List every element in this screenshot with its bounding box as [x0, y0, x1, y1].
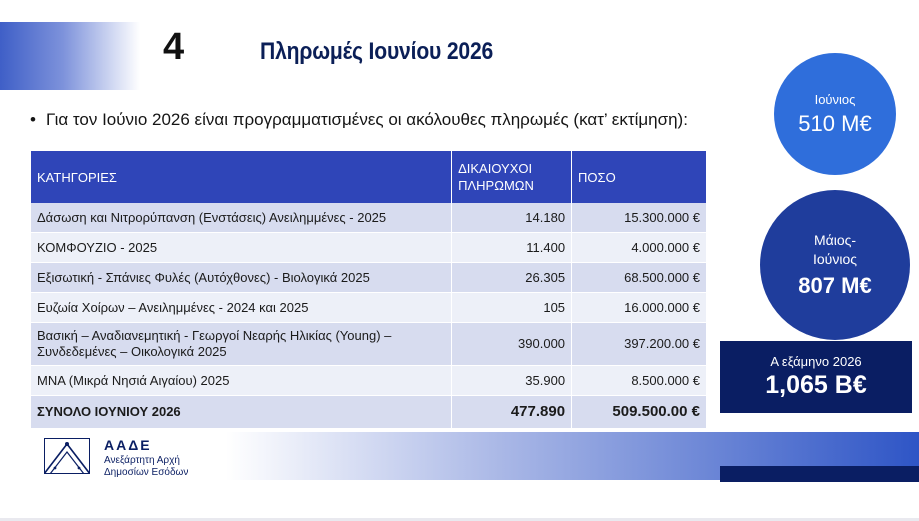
- row-beneficiaries: 14.180: [452, 203, 572, 233]
- table-row: [31, 293, 707, 323]
- row-category-line2: Συνδεδεμένες – Οικολογικά 2025: [37, 344, 227, 359]
- logo-subtitle-line1: Ανεξάρτητη Αρχή: [104, 455, 180, 466]
- may-june-total-circle: [760, 190, 910, 340]
- june-label: Ιούνιος: [814, 91, 856, 107]
- may-june-label-line2: Ιούνιος: [813, 251, 857, 267]
- row-category: Δάσωση και Νιτρορύπανση (Ενστάσεις) Ανειλημμένες - 2025: [31, 203, 452, 233]
- logo-subtitle-line2: Δημοσίων Εσόδων: [104, 467, 189, 478]
- row-beneficiaries: 26.305: [452, 263, 572, 293]
- may-june-label: [813, 231, 857, 269]
- header-category: ΚΑΤΗΓΟΡΙΕΣ: [31, 151, 452, 203]
- aade-logo-icon: [44, 438, 90, 474]
- header-beneficiaries: [452, 151, 572, 203]
- table-row: [31, 203, 707, 233]
- slide-number: 4: [163, 26, 186, 68]
- table-row: [31, 233, 707, 263]
- row-beneficiaries: 11.400: [452, 233, 572, 263]
- row-beneficiaries: 35.900: [452, 366, 572, 396]
- bottom-navy-bar: [720, 466, 919, 482]
- payments-table: [31, 151, 707, 429]
- semester-total-box: [720, 341, 912, 413]
- table-row: [31, 323, 707, 366]
- june-value: 510 Μ€: [798, 110, 872, 136]
- row-beneficiaries: 105: [452, 293, 572, 323]
- logo-name: ΑΑΔΕ: [104, 437, 152, 453]
- top-left-gradient-band: [0, 22, 140, 90]
- header-amount: ΠΟΣΟ: [572, 151, 707, 203]
- row-category: Ευζωία Χοίρων – Ανειλημμένες - 2024 και 2025: [31, 293, 452, 323]
- row-category: Εξισωτική - Σπάνιες Φυλές (Αυτόχθονες) - Βιολογικά 2025: [31, 263, 452, 293]
- row-amount: 16.000.000 €: [572, 293, 707, 323]
- row-beneficiaries: 390.000: [452, 323, 572, 366]
- table-row: [31, 366, 707, 396]
- row-amount: 397.200.00 €: [572, 323, 707, 366]
- row-category-line1: Βασική – Αναδιανεμητική - Γεωργοί Νεαρής Ηλικίας (Young) –: [37, 328, 392, 343]
- row-category: [31, 323, 452, 366]
- may-june-label-line1: Μάιος-: [813, 232, 857, 248]
- total-amount: 509.500.00 €: [572, 396, 707, 429]
- bullet-icon: •: [30, 110, 36, 129]
- logo-subtitle: [104, 455, 224, 479]
- row-amount: 15.300.000 €: [572, 203, 707, 233]
- june-total-circle: [774, 53, 896, 175]
- header-beneficiaries-line2: ΠΛΗΡΩΜΩΝ: [458, 178, 534, 193]
- intro-bullet-text: Για τον Ιούνιο 2026 είναι προγραμματισμένες οι ακόλουθες πληρωμές (κατ’ εκτίμηση):: [45, 110, 688, 129]
- semester-label: Α εξάμηνο 2026: [770, 354, 862, 369]
- row-amount: 4.000.000 €: [572, 233, 707, 263]
- total-beneficiaries: 477.890: [452, 396, 572, 429]
- table-total-row: [31, 396, 707, 429]
- row-category: ΜΝΑ (Μικρά Νησιά Αιγαίου) 2025: [31, 366, 452, 396]
- slide-title: Πληρωμές Ιουνίου 2026: [260, 38, 494, 65]
- semester-value: 1,065 Β€: [765, 371, 867, 399]
- total-category: ΣΥΝΟΛΟ ΙΟΥΝΙΟΥ 2026: [31, 396, 452, 429]
- may-june-value: 807 Μ€: [798, 273, 872, 298]
- table-header-row: [31, 151, 707, 203]
- row-amount: 8.500.000 €: [572, 366, 707, 396]
- table-row: [31, 263, 707, 293]
- intro-bullet: [30, 110, 688, 130]
- row-amount: 68.500.000 €: [572, 263, 707, 293]
- header-beneficiaries-line1: ΔΙΚΑΙΟΥΧΟΙ: [458, 161, 533, 176]
- row-category: ΚΟΜΦΟΥΖΙΟ - 2025: [31, 233, 452, 263]
